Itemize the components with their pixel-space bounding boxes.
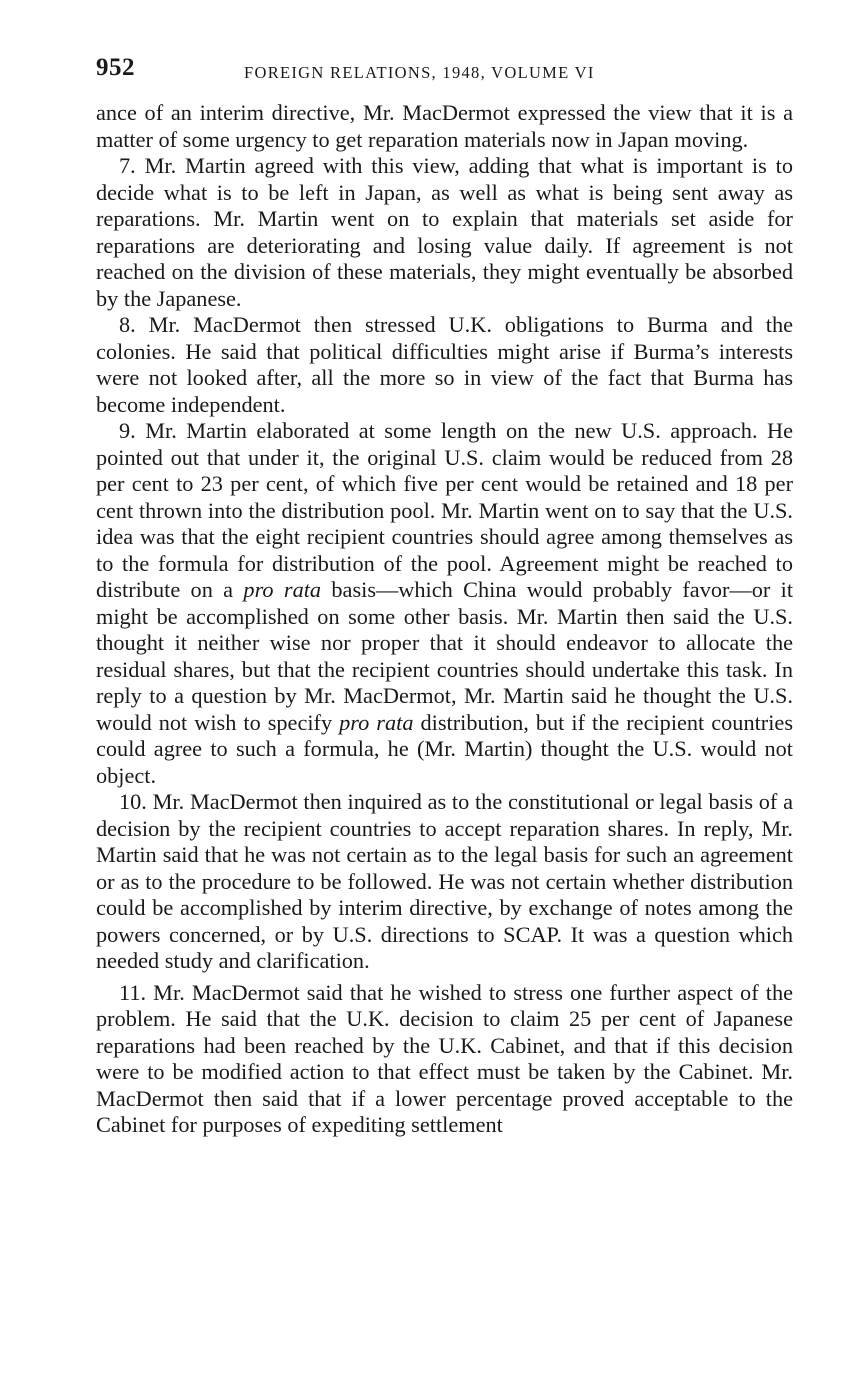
paragraph-9 xyxy=(96,418,793,789)
document-page xyxy=(96,52,793,1139)
paragraph-10: 10. Mr. MacDermot then inquired as to the constitutional or legal basis of a decision by the recipient countries to accept reparation shares. In reply, Mr. Martin said that he was not certain as to the legal basis for such an agreement or as to the procedure to be followed. He was not certain whether distribution could be accomplished by interim directive, by exchange of notes among the powers concerned, or by U.S. directions to SCAP. It was a question which needed study and clarification. xyxy=(96,789,793,973)
paragraph-9-text-b: basis—which China would probably favor—or it might be accomplished on some other basis. Mr. Martin then said the U.S. thought it neither wise nor proper that it should endeavor to allocate the residual shares, but that the recipient countries should undertake this task. In reply to a question by Mr. MacDermot, Mr. Martin said he thought the U.S. would not wish to specify xyxy=(96,577,794,735)
paragraph-continuation: ance of an interim directive, Mr. MacDermot expressed the view that it is a matter of some urgency to get reparation materials now in Japan moving. xyxy=(96,100,793,152)
running-head: FOREIGN RELATIONS, 1948, VOLUME VI xyxy=(244,63,595,82)
page-header xyxy=(96,52,793,92)
body-text xyxy=(96,100,793,1139)
paragraph-11: 11. Mr. MacDermot said that he wished to stress one further aspect of the problem. He said that the U.K. decision to claim 25 per cent of Japanese reparations had been reached by the U.K. Cabinet, and that if this decision were to be modified action to that effect must be taken by the Cabinet. Mr. MacDermot then said that if a lower percentage proved acceptable to the Cabinet for purposes of expediting settlement xyxy=(96,979,793,1137)
paragraph-9-text-c: distribution, but if the recipient countries could agree to such a formula, he (Mr. Martin) thought the U.S. would not object. xyxy=(96,709,793,788)
page-number: 952 xyxy=(96,54,135,81)
paragraph-9-text-a: 9. Mr. Martin elaborated at some length on the new U.S. approach. He pointed out that under it, the original U.S. claim would be reduced from 28 per cent to 23 per cent, of which five per cent would be retained and 18 per cent thrown into the distribution pool. Mr. Martin went on to say that the U.S. idea was that the eight recipient countries should agree among themselves as to the formula for distribution of the pool. Agreement might be reached to distribute on a xyxy=(96,418,793,602)
paragraph-9-italic-b: pro rata xyxy=(339,709,414,735)
paragraph-9-italic-a: pro rata xyxy=(243,577,322,602)
paragraph-7: 7. Mr. Martin agreed with this view, adding that what is important is to decide what is to be left in Japan, as well as what is being sent away as reparations. Mr. Martin went on to explain that materials set aside for reparations are deteriorating and losing value daily. If agreement is not reached on the division of these materials, they might eventually be absorbed by the Japanese. xyxy=(96,153,793,311)
paragraph-8: 8. Mr. MacDermot then stressed U.K. obligations to Burma and the colonies. He said that political difficulties might arise if Burma’s interests were not looked after, all the more so in view of the fact that Burma has become independent. xyxy=(96,312,793,417)
